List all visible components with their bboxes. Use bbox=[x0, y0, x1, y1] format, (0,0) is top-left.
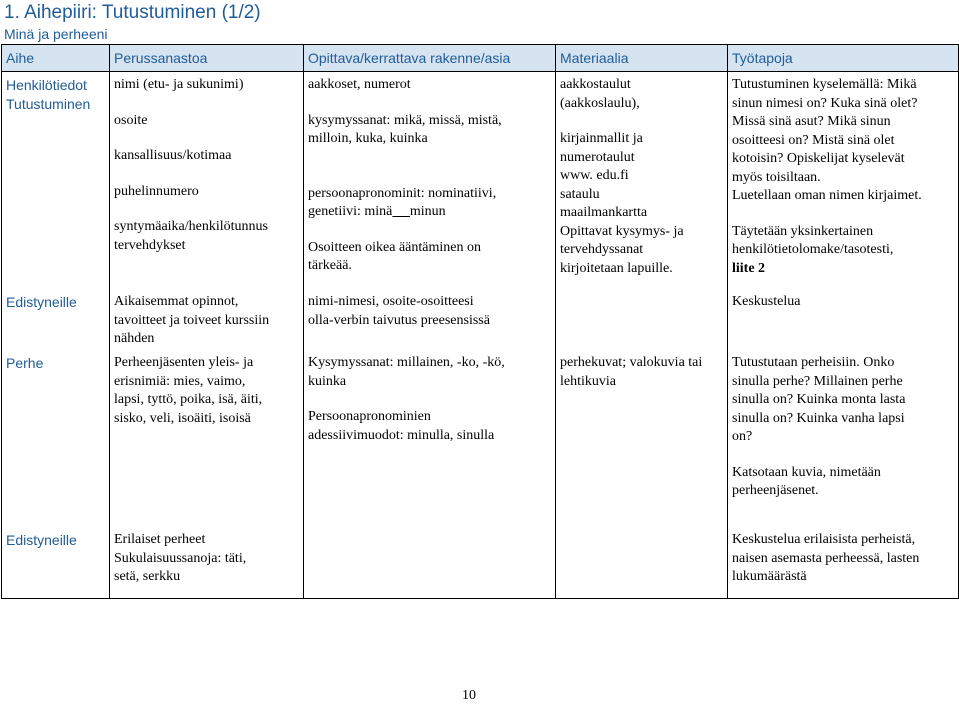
method-item: Täytetään yksinkertainen bbox=[732, 223, 874, 239]
page-number: 10 bbox=[462, 688, 476, 703]
structure-item: adessiivimuodot: minulla, sinulla bbox=[308, 427, 495, 443]
material-item: tervehdyssanat bbox=[560, 242, 644, 257]
underlined-dash bbox=[392, 204, 410, 219]
cell-rakenne bbox=[304, 72, 556, 290]
header-tyotapoja: Työtapoja bbox=[728, 45, 959, 72]
method-item: myös toisiltaan. bbox=[732, 169, 821, 185]
cell-aihe bbox=[2, 350, 110, 525]
structure-item: aakkoset, numerot bbox=[308, 77, 411, 92]
topic-label: Edistyneille bbox=[6, 532, 77, 548]
material-item: Opittavat kysymys- ja bbox=[560, 223, 684, 239]
method-item: lukumäärästä bbox=[732, 569, 807, 584]
material-item: aakkostaulut bbox=[560, 77, 631, 92]
structure-item: milloin, kuka, kuinka bbox=[308, 131, 428, 146]
vocab-item: kansallisuus/kotimaa bbox=[114, 148, 232, 163]
method-item: kotoisin? Opiskelijat kyselevät bbox=[732, 151, 905, 166]
cell-tyotapoja bbox=[728, 289, 959, 350]
table-row bbox=[2, 72, 959, 290]
vocab-item: tervehdykset bbox=[114, 237, 186, 253]
structure-item: Kysymyssanat: millainen, -ko, -kö, bbox=[308, 355, 505, 370]
structure-item: genetiivi: minä minun bbox=[308, 204, 446, 219]
topic-label: Tutustuminen bbox=[6, 95, 91, 112]
vocab-item: erisnimiä: mies, vaimo, bbox=[114, 373, 246, 389]
method-item: henkilötietolomake/tasotesti, bbox=[732, 242, 894, 257]
topic-label: Edistyneille bbox=[6, 294, 77, 310]
method-item: Katsotaan kuvia, nimetään bbox=[732, 464, 881, 480]
vocab-item: Sukulaisuussanoja: täti, bbox=[114, 550, 247, 566]
vocab-item: Aikaisemmat opinnot, bbox=[114, 294, 239, 309]
material-item: lehtikuvia bbox=[560, 373, 616, 389]
cell-aihe bbox=[2, 525, 110, 599]
structure-item: tärkeää. bbox=[308, 258, 352, 273]
material-item: kirjoitetaan lapuille. bbox=[560, 260, 673, 276]
vocab-item: puhelinnumero bbox=[114, 183, 199, 199]
method-item: sinulla on? Kuinka vanha lapsi bbox=[732, 410, 905, 426]
structure-item: nimi-nimesi, osoite-osoitteesi bbox=[308, 294, 474, 309]
method-item: naisen asemasta perheessä, lasten bbox=[732, 550, 920, 566]
material-item: kirjainmallit ja bbox=[560, 131, 643, 146]
header-rakenne: Opittava/kerrattava rakenne/asia bbox=[304, 45, 556, 72]
method-item: Missä sinä asut? Mikä sinun bbox=[732, 114, 891, 129]
structure-item: olla-verbin taivutus preesensissä bbox=[308, 312, 490, 328]
cell-materiaalia bbox=[556, 525, 728, 599]
method-item: sinun nimesi on? Kuka sinä olet? bbox=[732, 95, 918, 111]
page-subtitle: Minä ja perheeni bbox=[4, 26, 108, 42]
material-item: maailmankartta bbox=[560, 205, 648, 220]
vocab-item: tavoitteet ja toiveet kurssiin bbox=[114, 312, 270, 328]
vocab-item: nimi (etu- ja sukunimi) bbox=[114, 77, 244, 92]
material-item: www. edu.fi bbox=[560, 168, 629, 183]
vocab-item: Perheenjäsenten yleis- ja bbox=[114, 355, 254, 370]
structure-item: persoonapronominit: nominatiivi, bbox=[308, 185, 497, 201]
structure-item: Persoonapronominien bbox=[308, 409, 431, 424]
material-item: numerotaulut bbox=[560, 149, 635, 165]
cell-perussanastoa bbox=[110, 289, 304, 350]
method-item: Tutustuminen kyselemällä: Mikä bbox=[732, 77, 917, 92]
vocab-item: setä, serkku bbox=[114, 569, 181, 584]
structure-item: Osoitteen oikea ääntäminen on bbox=[308, 239, 481, 255]
material-item: sataulu bbox=[560, 186, 600, 202]
page-title: 1. Aihepiiri: Tutustuminen (1/2) bbox=[4, 2, 261, 23]
table-row bbox=[2, 289, 959, 350]
method-item: sinulla on? Kuinka monta lasta bbox=[732, 392, 906, 407]
cell-perussanastoa bbox=[110, 525, 304, 599]
header-materiaalia: Materiaalia bbox=[556, 45, 728, 72]
material-item: perhekuvat; valokuvia tai bbox=[560, 355, 703, 370]
method-item: Luetellaan oman nimen kirjaimet. bbox=[732, 188, 922, 203]
cell-materiaalia bbox=[556, 289, 728, 350]
material-item: (aakkoslaulu), bbox=[560, 95, 640, 111]
cell-materiaalia bbox=[556, 72, 728, 290]
method-item: Keskustelua bbox=[732, 294, 801, 309]
header-aihe: Aihe bbox=[2, 45, 110, 72]
cell-perussanastoa bbox=[110, 350, 304, 525]
cell-tyotapoja bbox=[728, 525, 959, 599]
table-header-row bbox=[2, 45, 959, 72]
topic-label: Perhe bbox=[6, 355, 44, 371]
vocab-item: sisko, veli, isoäiti, isoisä bbox=[114, 410, 251, 426]
vocab-item: lapsi, tyttö, poika, isä, äiti, bbox=[114, 392, 263, 407]
method-item: osoitteesi on? Mistä sinä olet bbox=[732, 132, 895, 148]
table-row bbox=[2, 350, 959, 525]
cell-materiaalia bbox=[556, 350, 728, 525]
vocab-item: osoite bbox=[114, 112, 148, 128]
cell-rakenne bbox=[304, 525, 556, 599]
structure-item: kuinka bbox=[308, 373, 347, 389]
cell-aihe bbox=[2, 72, 110, 290]
vocab-item: nähden bbox=[114, 331, 155, 346]
method-item: Tutustutaan perheisiin. Onko bbox=[732, 355, 895, 370]
vocab-item: syntymäaika/henkilötunnus bbox=[114, 219, 268, 234]
cell-tyotapoja bbox=[728, 72, 959, 290]
table-row bbox=[2, 525, 959, 599]
cell-tyotapoja bbox=[728, 350, 959, 525]
vocab-item: Erilaiset perheet bbox=[114, 532, 206, 547]
topic-label: Henkilötiedot bbox=[6, 77, 87, 93]
cell-rakenne bbox=[304, 289, 556, 350]
structure-item: kysymyssanat: mikä, missä, mistä, bbox=[308, 112, 502, 128]
cell-aihe bbox=[2, 289, 110, 350]
curriculum-table bbox=[1, 44, 959, 599]
cell-perussanastoa bbox=[110, 72, 304, 290]
method-item: sinulla perhe? Millainen perhe bbox=[732, 373, 903, 389]
cell-rakenne bbox=[304, 350, 556, 525]
method-item: Keskustelua erilaisista perheistä, bbox=[732, 532, 916, 547]
method-item: perheenjäsenet. bbox=[732, 483, 819, 498]
header-perussanastoa: Perussanastoa bbox=[110, 45, 304, 72]
method-item: on? bbox=[732, 429, 753, 444]
appendix-reference: liite 2 bbox=[732, 260, 766, 276]
